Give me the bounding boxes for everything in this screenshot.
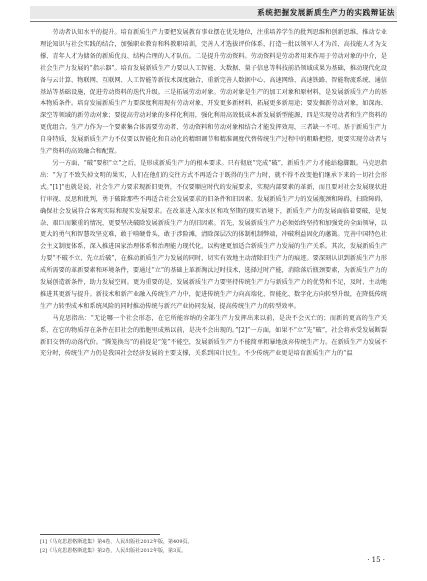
page-number: · 15 · — [367, 556, 385, 564]
footnotes — [40, 534, 387, 556]
footnote: [1]《马克思恩格斯选集》第4卷，人民出版社2012年版，第409页。 — [40, 539, 193, 545]
paragraph: 另一方面，“破”要积“立”之后，是形成新质生产力的根本要求。只有彻底“完成”破”，新质生产力才能站稳脚跟。马克思指出：“为了不致失掉文明的果实，人们在他们的交往方式不再适合于既得的生产力时，就不得不改变他们继承下来的一切社会形式。”[1]“也就是说，社会生产力要求现新旧更替，不仅要顺应时代的发展要求，实现内部要素的革新，而且要对社会发展现状进行审视、反思和批判，勇于破除那些不再适合社会发展要求的旧条件和旧因素。发展新质生产力的发展瓶颈和障碍，扫除障碍，确保社会发展符合客观实际和现实发展要求。在改革进入深水区和攻坚期的现实语境下，新质生产力的发展面临着要破，是复杂、艰巨而繁重的情况，更要坚决破除发展新质生产力的旧因素。首先，发展新质生产力必须始终坚持和加强党的全面领导，以更大的勇气和智慧攻坚克难，敢于啃硬骨头，敢于涉险滩，清除深层次的体制机制弊端，冲破利益固化的藩篱。完善中国特色社会主义制度体系，深入推进国家治理体系和治理能力现代化，以构建更加适合新质生产力发展的生产关系。其次，发展新质生产力要“不破不立、先立后破”，在推动新质生产力发展的同时，切实有效地主动清除旧生产力的痕迹。要深刻认识到新质生产力形成所需要的革新要素和环境条件，要通过“立”的基础上革新淘汰过时技术，选择过时产能，消除落后瓶颈要素，为新质生产力的发展创造新条件，助力发展空间。更为重要的是，发展新质生产力要坚持传统生产力与新质生产力的优势和不足，及时、主动地推进其更新与提升。新技术和新产业融入传统生产力中，促进传统生产力向高端化、智能化、数字化方向转型升级，在降低传统生产力转型成本和系统风险的同时推动传统与新兴产业协同发展，提高传统生产力的转型效率。 — [40, 159, 387, 310]
footnote-rule — [40, 534, 160, 535]
header-rule — [30, 21, 397, 22]
running-header — [0, 6, 427, 22]
paragraph: 劳动者认知水平的提升。培育新质生产力要把发展教育事业摆在优先地位，注重培养学生的批判思维和创新思维，推动专业理论知识与社会实践的结合，加强职业教育和科教职培训，完善人才选拔评价体系，打造一批以领军人才为首、高技能人才为支撑、青年人才为储备的新质优良、结构合理的人才队伍。二是提升劳动资料。劳动资料是劳动者用来作用于劳动对象的中介，是社会生产力发展的“指示器”。培育发展新质生产力要以人工智能、大数据、量子信息等科技前沿领域成果为基础，推动现代化设备与云计算、物联网、互联网、人工智能等新技术深度融合，重新完善人数据中心、高速网络、高速铁路、智能物流系统、通信基站等基础设施，促进劳动资料的迭代升级。三是拓展劳动对象。劳动对象是生产的加工对象和原材料，是发展新质生产力的基本物质条件。培育发展新质生产力要深度利用现有劳动对象，开发更多新材料，拓展更多新用途；要发掘新劳动对象，如深海、深空等领域的新劳动对象；要提高劳动对象的多样化利用，强化利用高效低成本新发展新型能源，四是实现劳动者和生产资料的更优组合。生产力作为一个要素集合体需要劳动者、劳动资料和劳动对象相结合才能发挥效用，三者缺一不可。基于新质生产力自身特质，发展新质生产力不仅要以智能化和自动化的精细调节和精准调度代替传统生产过程中的粗略把控，更要实现劳动者与生产资料的高效融合和配置。 — [40, 29, 387, 156]
header-title: 系统把握发展新质生产力的实践辩证法 — [257, 8, 395, 17]
footnote: [2]《马克思恩格斯选集》第2卷，人民出版社2012年版，第3页。 — [40, 548, 187, 554]
paragraph: 马克思指出：“无论哪一个社会形态，在它所能容纳的全部生产力发挥出来以前，是决不会灭亡的；而新的更高的生产关系，在它的物质存在条件在旧社会的胎胞里成熟以前，是决不会出现的。”[2]“一方面，如果不“立”先“破”，社会将承受发展断裂新旧交替的动荡代价。“腾笼换鸟”的前提是“笼”不能空，发展新质生产力不能简单粗暴地放弃传统生产力。在新质生产力发展不充分时，传统生产力仍是我国社会经济发展的主要支撑，关系到国计民生。不少传统产业更是培育新质生产力的“温 — [40, 314, 387, 358]
article-body — [40, 27, 387, 360]
